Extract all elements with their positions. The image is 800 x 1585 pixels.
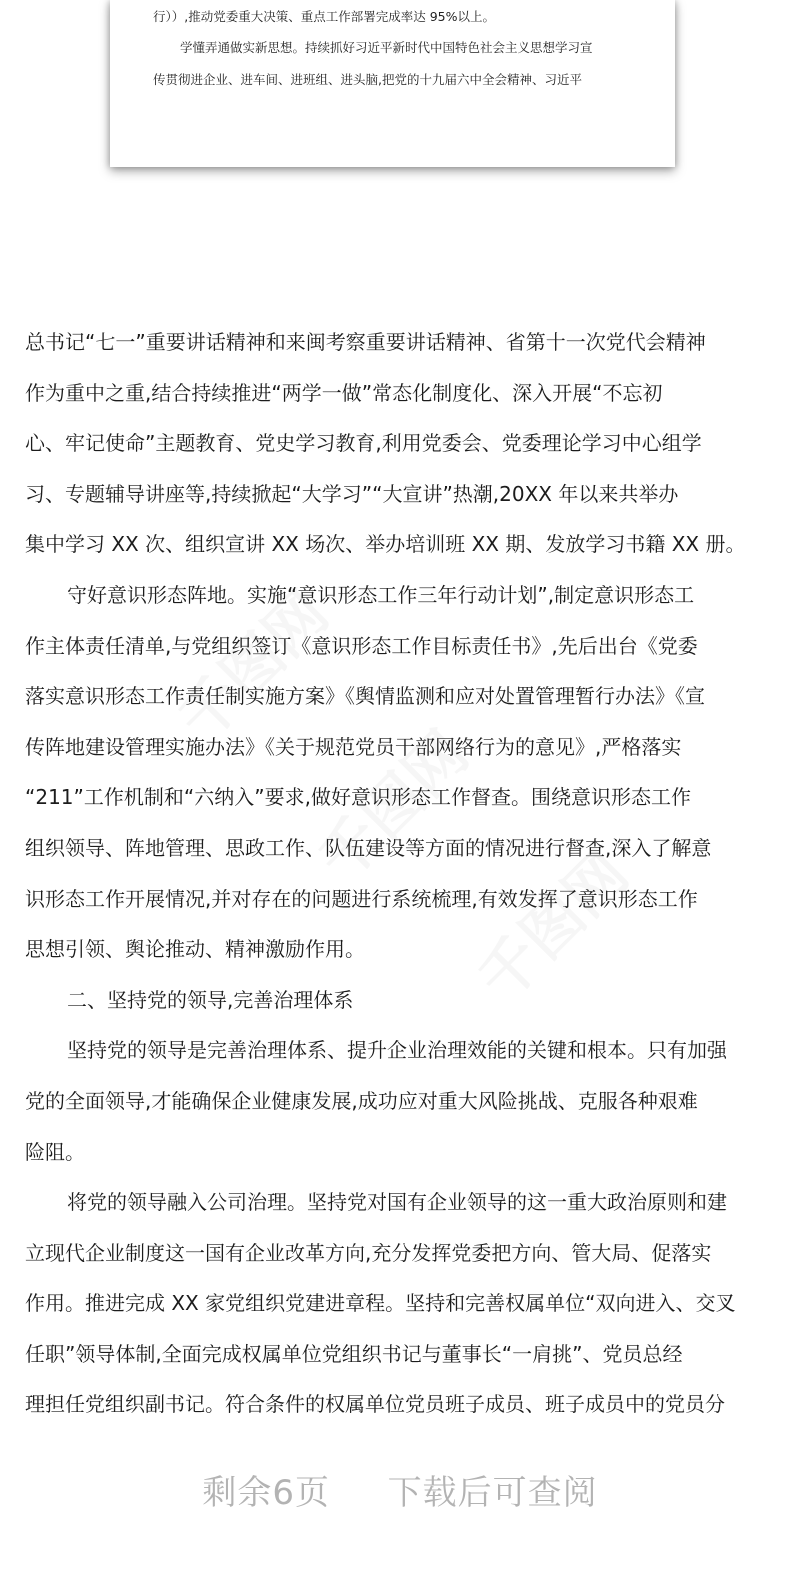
preview-line: 学懂弄通做实新思想。持续抓好习近平新时代中国特色社会主义思想学习宣 (180, 40, 593, 55)
paragraph-start: 坚持党的领导是完善治理体系、提升企业治理效能的关键和根本。只有加强 (67, 1038, 727, 1063)
text-line: 理担任党组织副书记。符合条件的权属单位党员班子成员、班子成员中的党员分 (25, 1392, 725, 1417)
text-line: 党的全面领导,才能确保企业健康发展,成功应对重大风险挑战、克服各种艰难 (25, 1088, 698, 1113)
text-line: 组织领导、阵地管理、思政工作、队伍建设等方面的情况进行督查,深入了解意 (25, 835, 712, 860)
text-line: 总书记“七一”重要讲话精神和来闽考察重要讲话精神、省第十一次党代会精神 (25, 330, 706, 354)
text-line: “211”工作机制和“六纳入”要求,做好意识形态工作督查。围绕意识形态工作 (25, 785, 691, 810)
text-line: 任职”领导体制,全面完成权属单位党组织书记与董事长“一肩挑”、党员总经 (25, 1341, 683, 1366)
document-body (25, 322, 775, 1435)
preview-line: 传贯彻进企业、进车间、进班组、进头脑,把党的十九届六中全会精神、习近平 (153, 72, 582, 87)
document-preview-card (110, 0, 675, 167)
text-line: 传阵地建设管理实施办法》《关于规范党员干部网络行为的意见》,严格落实 (25, 734, 682, 759)
preview-line: 行））,推动党委重大决策、重点工作部署完成率达 95%以上。 (153, 9, 495, 24)
text-line: 识形态工作开展情况,并对存在的问题进行系统梳理,有效发挥了意识形态工作 (25, 886, 698, 911)
text-line: 习、专题辅导讲座等,持续掀起“大学习”“大宣讲”热潮,20XX 年以来共举办 (25, 481, 679, 506)
text-line: 作为重中之重,结合持续推进“两学一做”常态化制度化、深入开展“不忘初 (25, 380, 663, 405)
remaining-pages-label: 剩余6页 (202, 1473, 330, 1513)
text-line: 作主体责任清单,与党组织签订《意识形态工作目标责任书》,先后出台《党委 (25, 633, 698, 658)
text-line: 作用。推进完成 XX 家党组织党建进章程。坚持和完善权属单位“双向进入、交叉 (25, 1291, 736, 1316)
paragraph-start: 将党的领导融入公司治理。坚持党对国有企业领导的这一重大政治原则和建 (67, 1190, 727, 1215)
section-heading: 二、坚持党的领导,完善治理体系 (67, 987, 354, 1012)
text-line: 立现代企业制度这一国有企业改革方向,充分发挥党委把方向、管大局、促落实 (25, 1240, 712, 1265)
text-line: 心、牢记使命”主题教育、党史学习教育,利用党委会、党委理论学习中心组学 (25, 431, 702, 456)
remaining-pages-notice[interactable] (0, 1465, 800, 1514)
download-to-view-label: 下载后可查阅 (387, 1473, 598, 1513)
text-line: 集中学习 XX 次、组织宣讲 XX 场次、举办培训班 XX 期、发放学习书籍 XX 册。 (25, 532, 746, 557)
text-line: 落实意识形态工作责任制实施方案》《舆情监测和应对处置管理暂行办法》《宣 (25, 684, 705, 709)
text-line: 思想引领、舆论推动、精神激励作用。 (25, 937, 365, 962)
text-line: 险阻。 (25, 1139, 85, 1164)
paragraph-start: 守好意识形态阵地。实施“意识形态工作三年行动计划”,制定意识形态工 (67, 582, 695, 607)
